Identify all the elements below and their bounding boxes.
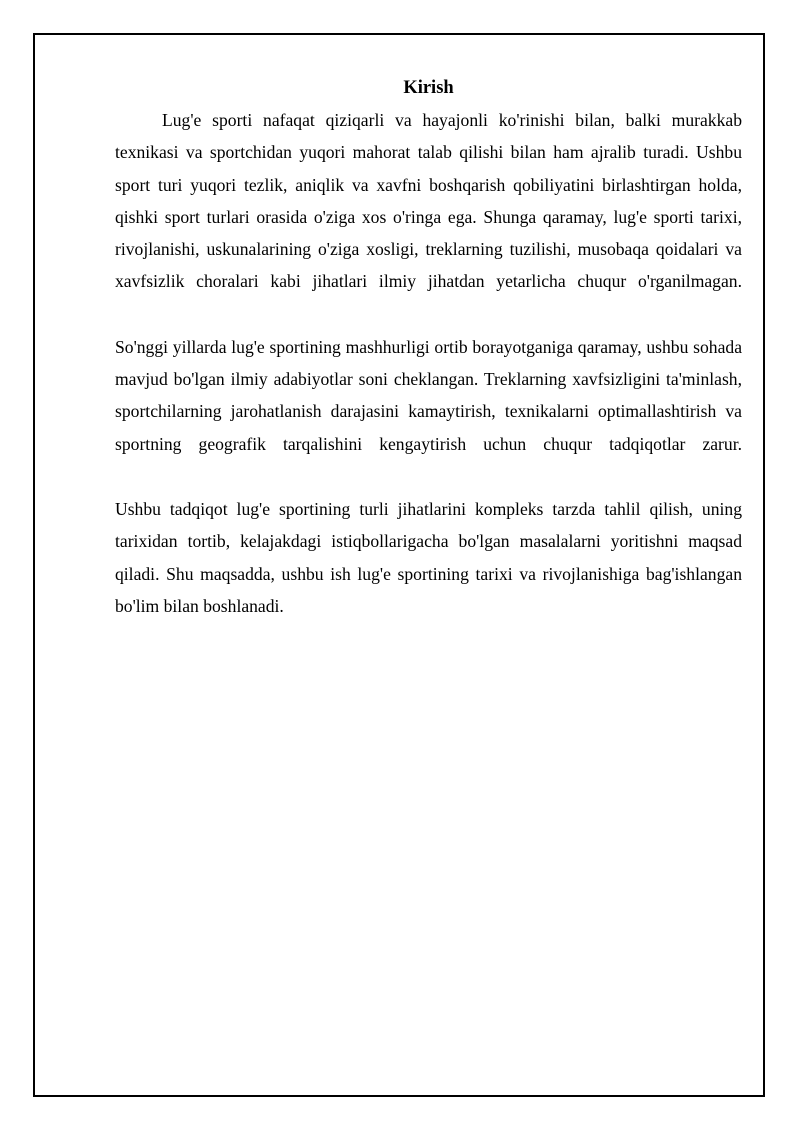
document-body bbox=[115, 76, 742, 622]
paragraph-spacer bbox=[115, 460, 742, 493]
paragraph-purpose: Ushbu tadqiqot lug'e sportining turli jihatlarini kompleks tarzda tahlil qilish, uning tarixidan tortib, kelajakdagi istiqbollarigacha bo'lgan masalalarni yoritishni maqsad qiladi. Shu maqsadda, ushbu ish lug'e sportining tarixi va rivojlanishiga bag'ishlangan bo'lim bilan boshlanadi. bbox=[115, 498, 742, 616]
paragraph-intro: Lug'e sporti nafaqat qiziqarli va hayajonli ko'rinishi bilan, balki murakkab texnikasi va sportchidan yuqori mahorat talab qilishi bilan ham ajralib turadi. Ushbu sport turi yuqori tezlik, aniqlik va xavfni boshqarish qobiliyatini birlashtirgan holda, qishki sport turlari orasida o'ziga xos o'ringa ega. Shunga qaramay, lug'e sporti tarixi, rivojlanishi, uskunalarining o'ziga xosligi, treklarning tuzilishi, musobaqa qoidalari va xavfsizlik choralari kabi jihatlari ilmiy jihatdan yetarlicha chuqur o'rganilmagan. bbox=[115, 110, 742, 292]
paragraph-relevance: So'nggi yillarda lug'e sportining mashhurligi ortib borayotganiga qaramay, ushbu sohada mavjud bo'lgan ilmiy adabiyotlar soni cheklangan. Treklarning xavfsizligini ta'minlash, sportchilarning jarohatlanish darajasini kamaytirish, texnikalarni optimallashtirish va sportning geografik tarqalishini kengaytirish uchun chuqur tadqiqotlar zarur. bbox=[115, 336, 742, 454]
document-title: Kirish bbox=[403, 78, 454, 98]
paragraph-spacer bbox=[115, 298, 742, 331]
